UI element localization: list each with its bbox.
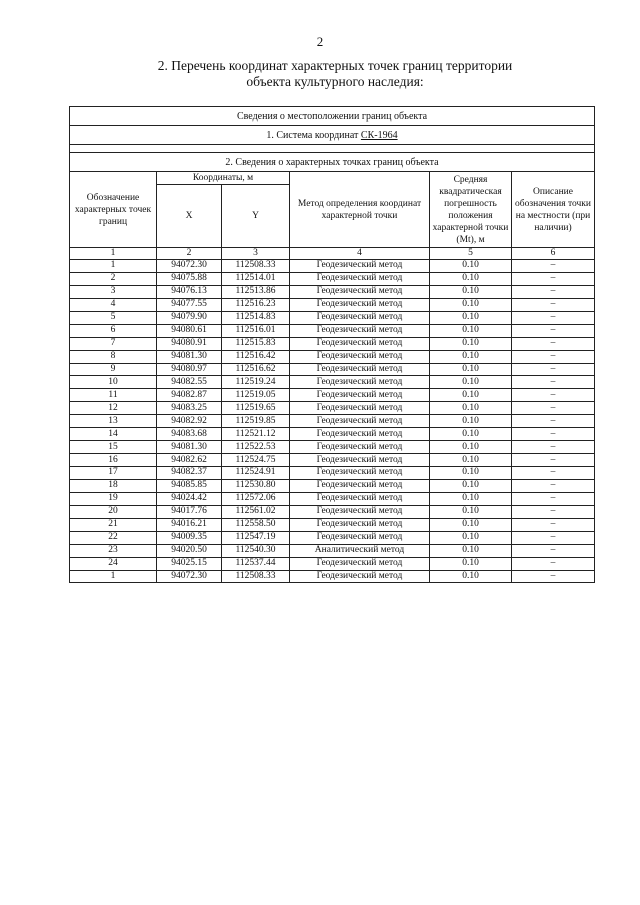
table-row xyxy=(70,531,595,544)
description-cell: – xyxy=(512,337,595,350)
coordinate-system-label: 1. Система координат xyxy=(266,129,361,141)
x-coordinate-cell: 94081.30 xyxy=(157,350,222,363)
x-coordinate-cell: 94083.68 xyxy=(157,428,222,441)
accuracy-cell: 0.10 xyxy=(430,415,512,428)
method-cell: Геодезический метод xyxy=(290,531,430,544)
accuracy-cell: 0.10 xyxy=(430,402,512,415)
accuracy-cell: 0.10 xyxy=(430,272,512,285)
method-cell: Геодезический метод xyxy=(290,363,430,376)
accuracy-cell: 0.10 xyxy=(430,467,512,480)
x-coordinate-cell: 94080.61 xyxy=(157,324,222,337)
point-id-cell: 16 xyxy=(70,454,157,467)
point-id-cell: 12 xyxy=(70,402,157,415)
point-id-cell: 14 xyxy=(70,428,157,441)
point-id-cell: 21 xyxy=(70,518,157,531)
document-heading xyxy=(100,58,570,90)
method-cell: Геодезический метод xyxy=(290,454,430,467)
point-id-cell: 5 xyxy=(70,311,157,324)
method-cell: Геодезический метод xyxy=(290,272,430,285)
point-id-cell: 18 xyxy=(70,479,157,492)
accuracy-cell: 0.10 xyxy=(430,389,512,402)
table-row xyxy=(70,415,595,428)
y-coordinate-cell: 112561.02 xyxy=(222,505,290,518)
description-cell: – xyxy=(512,531,595,544)
y-coordinate-cell: 112540.30 xyxy=(222,544,290,557)
y-coordinate-cell: 112558.50 xyxy=(222,518,290,531)
accuracy-cell: 0.10 xyxy=(430,531,512,544)
table-row xyxy=(70,389,595,402)
point-id-cell: 3 xyxy=(70,285,157,298)
x-coordinate-cell: 94077.55 xyxy=(157,298,222,311)
description-cell: – xyxy=(512,557,595,570)
method-cell: Аналитический метод xyxy=(290,544,430,557)
accuracy-cell: 0.10 xyxy=(430,260,512,273)
coordinate-system-cell xyxy=(70,126,595,145)
point-id-cell: 2 xyxy=(70,272,157,285)
method-cell: Геодезический метод xyxy=(290,505,430,518)
accuracy-cell: 0.10 xyxy=(430,479,512,492)
section-spacer xyxy=(70,145,595,153)
x-coordinate-cell: 94072.30 xyxy=(157,570,222,583)
heading-line-1: 2. Перечень координат характерных точек границ территории xyxy=(157,58,513,73)
table-row xyxy=(70,428,595,441)
description-cell: – xyxy=(512,492,595,505)
accuracy-cell: 0.10 xyxy=(430,324,512,337)
point-id-cell: 1 xyxy=(70,570,157,583)
accuracy-cell: 0.10 xyxy=(430,505,512,518)
x-coordinate-cell: 94081.30 xyxy=(157,441,222,454)
point-id-cell: 23 xyxy=(70,544,157,557)
y-coordinate-cell: 112508.33 xyxy=(222,260,290,273)
table-row xyxy=(70,324,595,337)
table-row xyxy=(70,570,595,583)
method-cell: Геодезический метод xyxy=(290,467,430,480)
description-cell: – xyxy=(512,570,595,583)
description-cell: – xyxy=(512,311,595,324)
description-cell: – xyxy=(512,518,595,531)
point-id-cell: 19 xyxy=(70,492,157,505)
method-cell: Геодезический метод xyxy=(290,260,430,273)
table-row xyxy=(70,272,595,285)
table-row xyxy=(70,311,595,324)
accuracy-cell: 0.10 xyxy=(430,518,512,531)
y-coordinate-cell: 112513.86 xyxy=(222,285,290,298)
column-number: 6 xyxy=(512,248,595,260)
table-row xyxy=(70,285,595,298)
method-cell: Геодезический метод xyxy=(290,479,430,492)
x-coordinate-cell: 94083.25 xyxy=(157,402,222,415)
point-id-cell: 1 xyxy=(70,260,157,273)
y-coordinate-cell: 112519.05 xyxy=(222,389,290,402)
y-coordinate-cell: 112514.01 xyxy=(222,272,290,285)
method-cell: Геодезический метод xyxy=(290,389,430,402)
description-cell: – xyxy=(512,454,595,467)
method-cell: Геодезический метод xyxy=(290,350,430,363)
point-id-cell: 10 xyxy=(70,376,157,389)
x-coordinate-cell: 94016.21 xyxy=(157,518,222,531)
method-cell: Геодезический метод xyxy=(290,518,430,531)
header-accuracy: Средняя квадратическая погрешность положения характерной точки (Mt), м xyxy=(430,172,512,248)
y-coordinate-cell: 112537.44 xyxy=(222,557,290,570)
point-id-cell: 6 xyxy=(70,324,157,337)
description-cell: – xyxy=(512,389,595,402)
column-number: 2 xyxy=(157,248,222,260)
description-cell: – xyxy=(512,441,595,454)
page-number: 2 xyxy=(316,34,324,49)
accuracy-cell: 0.10 xyxy=(430,570,512,583)
points-section-title: 2. Сведения о характерных точках границ объекта xyxy=(70,153,595,172)
y-coordinate-cell: 112516.62 xyxy=(222,363,290,376)
header-x: X xyxy=(157,185,222,248)
method-cell: Геодезический метод xyxy=(290,337,430,350)
description-cell: – xyxy=(512,298,595,311)
accuracy-cell: 0.10 xyxy=(430,363,512,376)
point-id-cell: 4 xyxy=(70,298,157,311)
y-coordinate-cell: 112521.12 xyxy=(222,428,290,441)
y-coordinate-cell: 112524.91 xyxy=(222,467,290,480)
table-row xyxy=(70,363,595,376)
description-cell: – xyxy=(512,479,595,492)
table-row xyxy=(70,505,595,518)
description-cell: – xyxy=(512,428,595,441)
description-cell: – xyxy=(512,402,595,415)
accuracy-cell: 0.10 xyxy=(430,376,512,389)
x-coordinate-cell: 94080.97 xyxy=(157,363,222,376)
accuracy-cell: 0.10 xyxy=(430,285,512,298)
x-coordinate-cell: 94076.13 xyxy=(157,285,222,298)
method-cell: Геодезический метод xyxy=(290,492,430,505)
method-cell: Геодезический метод xyxy=(290,298,430,311)
point-id-cell: 22 xyxy=(70,531,157,544)
x-coordinate-cell: 94075.88 xyxy=(157,272,222,285)
accuracy-cell: 0.10 xyxy=(430,337,512,350)
coordinates-table xyxy=(69,106,595,583)
description-cell: – xyxy=(512,505,595,518)
method-cell: Геодезический метод xyxy=(290,557,430,570)
description-cell: – xyxy=(512,467,595,480)
table-row xyxy=(70,260,595,273)
description-cell: – xyxy=(512,376,595,389)
point-id-cell: 24 xyxy=(70,557,157,570)
y-coordinate-cell: 112522.53 xyxy=(222,441,290,454)
table-title: Сведения о местоположении границ объекта xyxy=(70,107,595,126)
description-cell: – xyxy=(512,324,595,337)
y-coordinate-cell: 112516.42 xyxy=(222,350,290,363)
table-row xyxy=(70,402,595,415)
x-coordinate-cell: 94082.37 xyxy=(157,467,222,480)
y-coordinate-cell: 112514.83 xyxy=(222,311,290,324)
accuracy-cell: 0.10 xyxy=(430,428,512,441)
header-method: Метод определения координат характерной точки xyxy=(290,172,430,248)
heading-line-2: объекта культурного наследия: xyxy=(246,74,424,89)
method-cell: Геодезический метод xyxy=(290,311,430,324)
point-id-cell: 8 xyxy=(70,350,157,363)
description-cell: – xyxy=(512,272,595,285)
method-cell: Геодезический метод xyxy=(290,570,430,583)
accuracy-cell: 0.10 xyxy=(430,454,512,467)
header-y: Y xyxy=(222,185,290,248)
accuracy-cell: 0.10 xyxy=(430,557,512,570)
y-coordinate-cell: 112572.06 xyxy=(222,492,290,505)
x-coordinate-cell: 94024.42 xyxy=(157,492,222,505)
y-coordinate-cell: 112515.83 xyxy=(222,337,290,350)
table-row xyxy=(70,441,595,454)
table-row xyxy=(70,350,595,363)
table-row xyxy=(70,518,595,531)
x-coordinate-cell: 94017.76 xyxy=(157,505,222,518)
x-coordinate-cell: 94082.62 xyxy=(157,454,222,467)
description-cell: – xyxy=(512,285,595,298)
description-cell: – xyxy=(512,415,595,428)
accuracy-cell: 0.10 xyxy=(430,492,512,505)
accuracy-cell: 0.10 xyxy=(430,298,512,311)
x-coordinate-cell: 94085.85 xyxy=(157,479,222,492)
table-row xyxy=(70,479,595,492)
accuracy-cell: 0.10 xyxy=(430,544,512,557)
accuracy-cell: 0.10 xyxy=(430,350,512,363)
x-coordinate-cell: 94009.35 xyxy=(157,531,222,544)
accuracy-cell: 0.10 xyxy=(430,441,512,454)
point-id-cell: 20 xyxy=(70,505,157,518)
point-id-cell: 7 xyxy=(70,337,157,350)
table-row xyxy=(70,337,595,350)
point-id-cell: 11 xyxy=(70,389,157,402)
description-cell: – xyxy=(512,544,595,557)
point-id-cell: 15 xyxy=(70,441,157,454)
method-cell: Геодезический метод xyxy=(290,402,430,415)
y-coordinate-cell: 112519.24 xyxy=(222,376,290,389)
x-coordinate-cell: 94082.87 xyxy=(157,389,222,402)
column-number: 4 xyxy=(290,248,430,260)
header-coordinates: Координаты, м xyxy=(157,172,290,185)
method-cell: Геодезический метод xyxy=(290,415,430,428)
table-row xyxy=(70,298,595,311)
y-coordinate-cell: 112530.80 xyxy=(222,479,290,492)
x-coordinate-cell: 94080.91 xyxy=(157,337,222,350)
accuracy-cell: 0.10 xyxy=(430,311,512,324)
method-cell: Геодезический метод xyxy=(290,376,430,389)
header-point-designation: Обозначение характерных точек границ xyxy=(70,172,157,248)
point-id-cell: 9 xyxy=(70,363,157,376)
x-coordinate-cell: 94025.15 xyxy=(157,557,222,570)
y-coordinate-cell: 112508.33 xyxy=(222,570,290,583)
x-coordinate-cell: 94072.30 xyxy=(157,260,222,273)
table-row xyxy=(70,557,595,570)
method-cell: Геодезический метод xyxy=(290,428,430,441)
column-number: 1 xyxy=(70,248,157,260)
y-coordinate-cell: 112519.65 xyxy=(222,402,290,415)
description-cell: – xyxy=(512,260,595,273)
x-coordinate-cell: 94082.55 xyxy=(157,376,222,389)
coordinate-system-name: СК-1964 xyxy=(360,129,398,141)
y-coordinate-cell: 112524.75 xyxy=(222,454,290,467)
point-id-cell: 17 xyxy=(70,467,157,480)
table-row xyxy=(70,492,595,505)
y-coordinate-cell: 112516.01 xyxy=(222,324,290,337)
x-coordinate-cell: 94020.50 xyxy=(157,544,222,557)
y-coordinate-cell: 112547.19 xyxy=(222,531,290,544)
column-number: 5 xyxy=(430,248,512,260)
header-description: Описание обозначения точки на местности (при наличии) xyxy=(512,172,595,248)
table-row xyxy=(70,454,595,467)
method-cell: Геодезический метод xyxy=(290,285,430,298)
method-cell: Геодезический метод xyxy=(290,324,430,337)
y-coordinate-cell: 112516.23 xyxy=(222,298,290,311)
table-row xyxy=(70,467,595,480)
column-number: 3 xyxy=(222,248,290,260)
description-cell: – xyxy=(512,363,595,376)
x-coordinate-cell: 94082.92 xyxy=(157,415,222,428)
table-row xyxy=(70,544,595,557)
method-cell: Геодезический метод xyxy=(290,441,430,454)
description-cell: – xyxy=(512,350,595,363)
table-row xyxy=(70,376,595,389)
point-id-cell: 13 xyxy=(70,415,157,428)
y-coordinate-cell: 112519.85 xyxy=(222,415,290,428)
x-coordinate-cell: 94079.90 xyxy=(157,311,222,324)
